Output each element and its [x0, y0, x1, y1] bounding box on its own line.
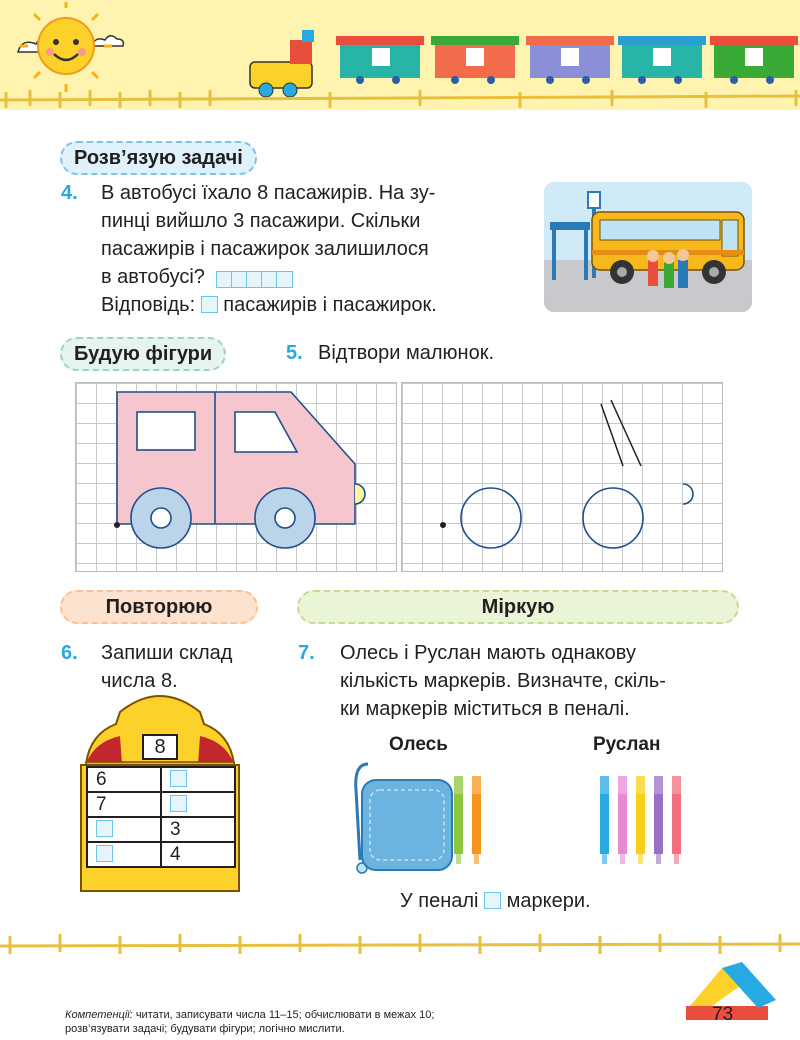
- marker: [456, 854, 461, 864]
- markers-illustration: [450, 770, 750, 870]
- marker: [600, 794, 609, 854]
- task-7-number: 7.: [298, 642, 315, 664]
- table-row: [87, 767, 235, 792]
- marker: [674, 854, 679, 864]
- name-oles: Олесь: [389, 734, 448, 755]
- marker: [472, 776, 481, 794]
- competencies-line-1: читати, записувати числа 11–15; обчислювати в межах 10;: [132, 1009, 435, 1021]
- task-7-line-2: кількість маркерів. Визначте, скіль-: [340, 670, 666, 692]
- task-4-answer-suffix: пасажирів і пасажирок.: [223, 294, 437, 316]
- task-5-text: Відтвори малюнок.: [318, 342, 495, 364]
- marker: [618, 776, 627, 794]
- section-solve-tasks: Розв’язую задачі: [60, 141, 257, 175]
- marker: [672, 776, 681, 794]
- fence-decoration: [0, 928, 800, 958]
- task-5-number: 5.: [286, 342, 303, 364]
- task-6-number: 6.: [61, 642, 78, 664]
- task-6-line-1: Запиши склад: [101, 642, 233, 664]
- marker: [618, 794, 627, 854]
- number-composition-table: [86, 766, 236, 868]
- table-cell-answer[interactable]: [87, 817, 161, 842]
- train-illustration: [250, 30, 798, 97]
- house-roof-illustration: [60, 684, 260, 774]
- table-cell: 6: [87, 767, 161, 792]
- marker: [472, 794, 481, 854]
- competencies-line-2: розв’язувати задачі; будувати фігури; логічно мислити.: [65, 1023, 345, 1035]
- marker: [636, 794, 645, 854]
- table-cell: 3: [161, 817, 235, 842]
- table-cell-answer[interactable]: [161, 767, 235, 792]
- marker: [454, 794, 463, 854]
- marker: [454, 776, 463, 794]
- marker: [654, 794, 663, 854]
- marker: [638, 854, 643, 864]
- fence-decoration: [0, 90, 800, 108]
- task-4-question-text: в автобусі?: [101, 266, 205, 288]
- task-6-line-2: числа 8.: [101, 670, 178, 692]
- marker: [620, 854, 625, 864]
- task-7-answer-prefix: У пеналі: [400, 890, 479, 912]
- task-4-number: 4.: [61, 182, 78, 204]
- section-think: Міркую: [297, 590, 739, 624]
- task-4-answer-line: [101, 292, 437, 318]
- roof-number: 8: [142, 734, 178, 760]
- task-7-answer-line: [400, 888, 591, 914]
- marker: [600, 776, 609, 794]
- partial-car-drawing: [401, 382, 723, 572]
- task-4-answer-prefix: Відповідь:: [101, 294, 196, 316]
- table-row: [87, 792, 235, 817]
- name-ruslan: Руслан: [593, 734, 661, 755]
- marker: [474, 854, 479, 864]
- task-7-line-1: Олесь і Руслан мають однакову: [340, 642, 636, 664]
- competencies-note: [65, 1008, 585, 1036]
- competencies-label: Компетенції:: [65, 1009, 133, 1021]
- marker: [602, 854, 607, 864]
- oles-markers: [454, 776, 481, 864]
- pencil-case-icon: [352, 760, 462, 880]
- marker: [656, 854, 661, 864]
- task-7-line-3: ки маркерів міститься в пеналі.: [340, 698, 630, 720]
- table-cell-answer[interactable]: [161, 792, 235, 817]
- task-4-line-2: пинці вийшло 3 пасажири. Скільки: [101, 210, 421, 232]
- expression-answer-boxes[interactable]: [216, 267, 293, 293]
- task-7-answer-box[interactable]: [484, 892, 501, 909]
- header-illustration: [0, 0, 800, 115]
- table-cell: 7: [87, 792, 161, 817]
- task-4-line-4: [101, 264, 293, 293]
- table-row: [87, 817, 235, 842]
- passengers-illustration: [647, 249, 689, 288]
- bus-stop-illustration: [544, 182, 752, 312]
- table-cell: 4: [161, 842, 235, 867]
- task-4-line-3: пасажирів і пасажирок залишилося: [101, 238, 429, 260]
- page-number: 73: [712, 1004, 734, 1025]
- ruslan-markers: [600, 776, 681, 864]
- table-row: [87, 842, 235, 867]
- section-build-figures: Будую фігури: [60, 337, 226, 371]
- marker: [654, 776, 663, 794]
- task-4-answer-box[interactable]: [201, 296, 218, 313]
- car-drawing: [75, 382, 397, 572]
- task-4-line-1: В автобусі їхало 8 пасажирів. На зу-: [101, 182, 436, 204]
- section-repeat: Повторюю: [60, 590, 258, 624]
- task-7-answer-suffix: маркери.: [506, 890, 591, 912]
- marker: [636, 776, 645, 794]
- table-cell-answer[interactable]: [87, 842, 161, 867]
- marker: [672, 794, 681, 854]
